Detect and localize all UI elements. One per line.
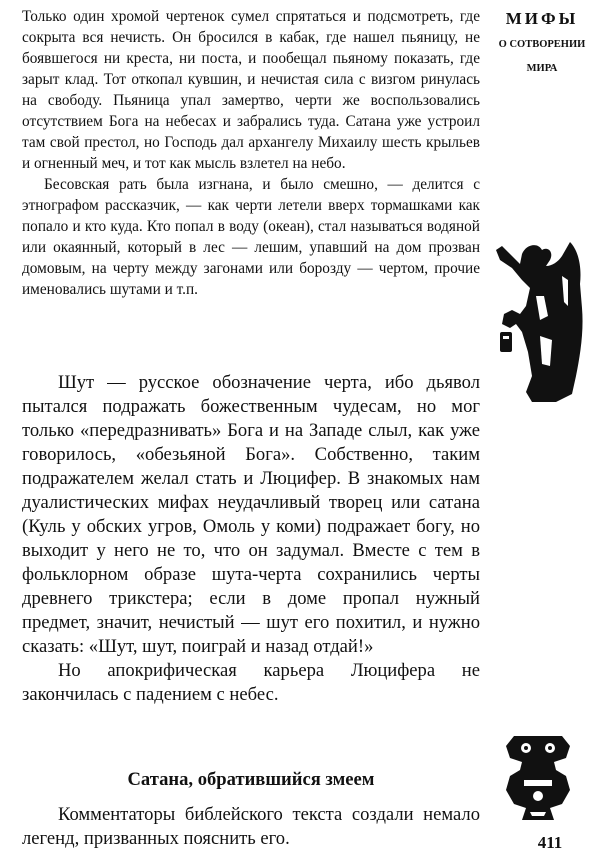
quote-paragraph-1: Только один хромой чертенок сумел спрятаться и подсмотреть, где сокрыта вся нечисть. Он бросился в кабак, где нашел пьяницу, не боявшегося ни креста, ни поста, и пообещал пьяному показать, где зарыт клад. Тот откопал кувшин, и нечистая сила с визгом ринулась на свободу. Пьяница упал замертво, черти же воспользовались отсутствием Бога на небесах и забрались туда. Сатана уже устроил там свой престол, но Господь дал архангелу Михаилу шесть крыльев и огненный меч, и тот как мысль взлетел на небо. bbox=[22, 8, 480, 172]
page-number: 411 bbox=[537, 833, 563, 852]
running-head-subtitle-1: О СОТВОРЕНИИ bbox=[498, 39, 586, 50]
main-paragraph-1: Шут — русское обозначение черта, ибо дьявол пытался подражать божественным чудесам, но мог только «передразнивать» Бога и на Западе слыл, как уже говорилось, «обезьяной Бога». Собственно, таким подражателем желал стать и Люцифер. В знакомых нам дуалистических мифах неудачливый творец или сатана (Куль у обских угров, Омоль у коми) подражает богу, но выходит у него не то, что он задумал. Вместе с тем в фольклорном образе шута-черта сохранились черты древнего трикстера; если в доме пропал нужный предмет, значит, нечистый — шут его похитил, и нужно сказать: «Шут, шут, поиграй и назад отдай!» bbox=[22, 372, 480, 657]
totem-mask-icon bbox=[500, 732, 576, 824]
running-head-subtitle-2: МИРА bbox=[526, 63, 558, 74]
winged-genie-figure-icon bbox=[492, 236, 588, 406]
main-paragraph-2: Но апокрифическая карьера Люцифера не закончилась с падением с небес. bbox=[22, 660, 480, 705]
main-text bbox=[22, 371, 480, 707]
quoted-legend bbox=[22, 6, 480, 300]
running-head-title: МИФЫ bbox=[505, 9, 579, 28]
running-head bbox=[488, 8, 596, 78]
section-text bbox=[22, 803, 480, 851]
quote-paragraph-2: Бесовская рать была изгнана, и было смешно, — делится с этнографом рассказчик, — как черти летели вверх тормашками как попало и кто куда. Кто попал в воду (океан), стал называться водяной или окаянный, который в лес — лешим, упавший на дом прозван домовым, на черту между загонами или борозду — чертом, прочие именовались шутами и т.п. bbox=[22, 176, 480, 298]
section-heading: Сатана, обратившийся змеем bbox=[127, 769, 375, 790]
section-paragraph-1: Комментаторы библейского текста создали немало легенд, призванных пояснить его. bbox=[22, 804, 480, 849]
